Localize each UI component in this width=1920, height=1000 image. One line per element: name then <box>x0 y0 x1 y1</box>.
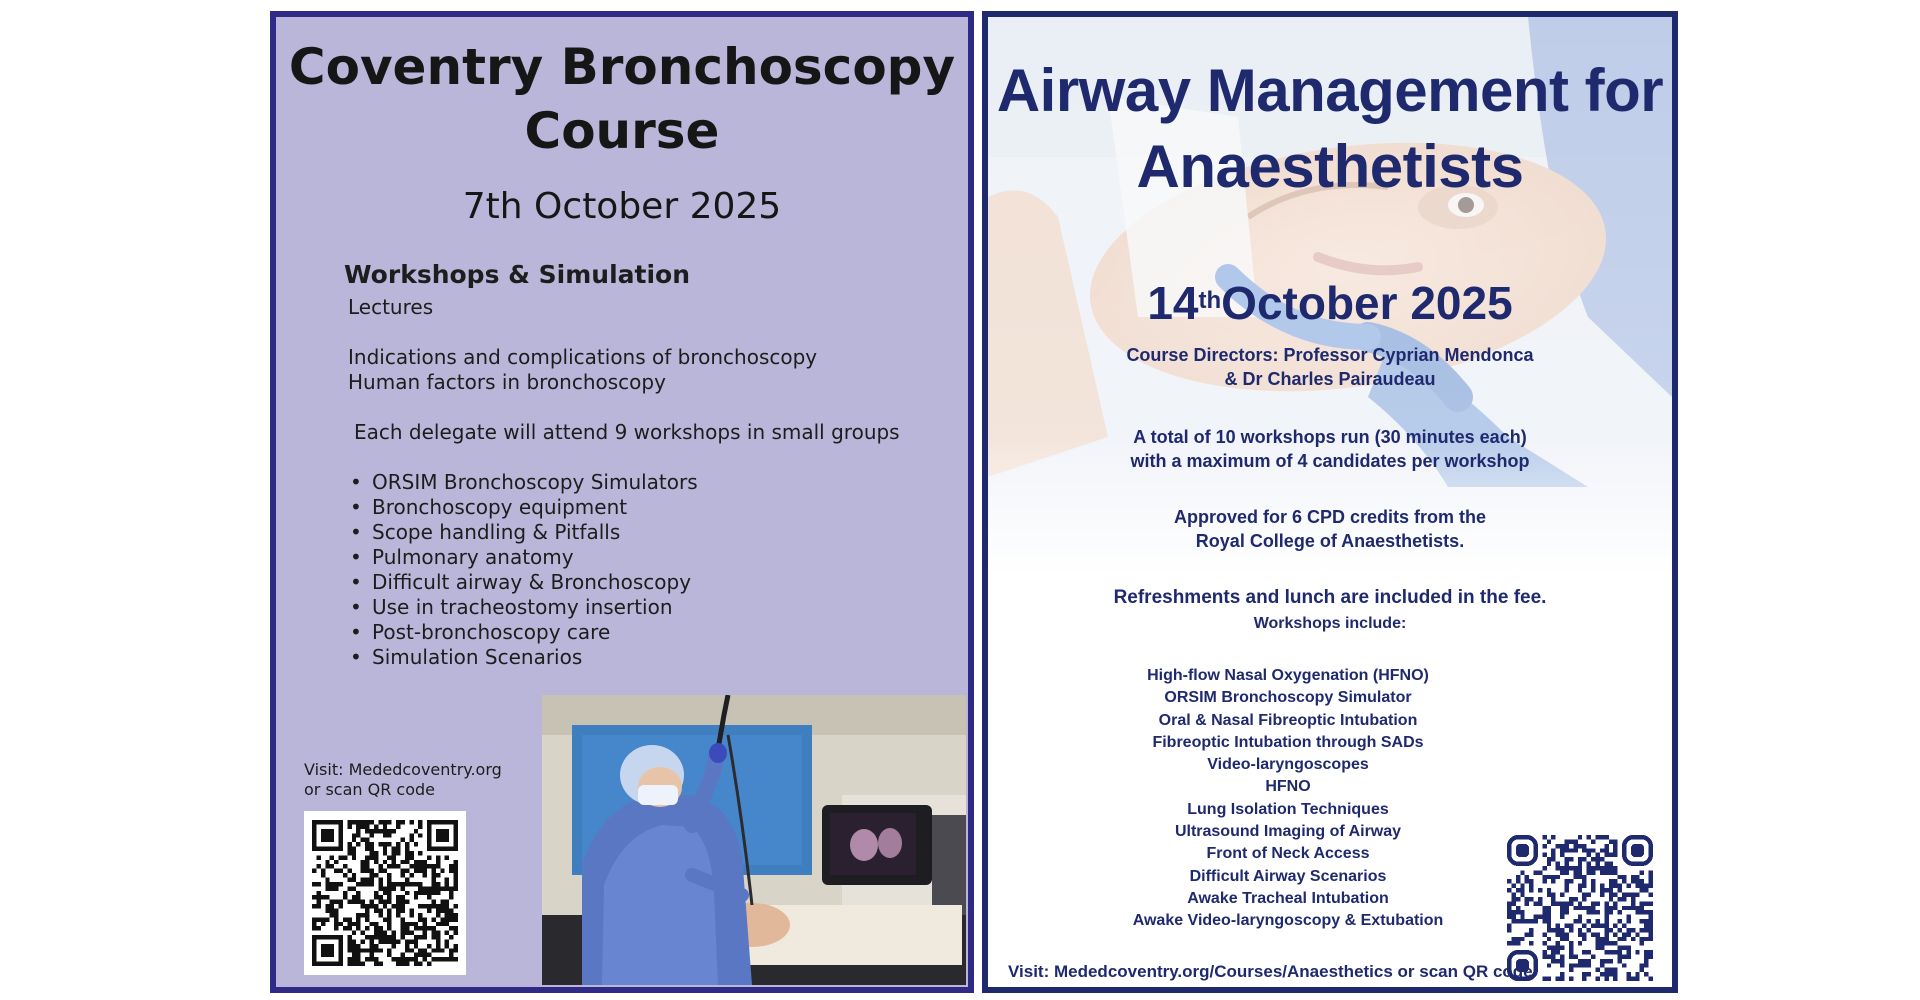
bronchoscopy-simulation-photo <box>542 695 966 985</box>
bronchoscopy-title-line2: Course <box>524 102 720 160</box>
visit-qr-hint: or scan QR code <box>304 780 435 799</box>
workshop-bullet-list <box>348 470 948 670</box>
workshops-include-heading: Workshops include: <box>1253 615 1407 632</box>
workshop-list-item: Ultrasound Imaging of Airway <box>1174 823 1402 841</box>
workshops-intro: Each delegate will attend 9 workshops in small groups <box>354 420 900 444</box>
airway-visit-info: Visit: Mededcoventry.org/Courses/Anaesthetics or scan QR code <box>1008 962 1533 981</box>
bronchoscopy-visit-info <box>304 760 502 800</box>
workshop-summary-line2: with a maximum of 4 candidates per workshop <box>1130 451 1530 471</box>
workshop-list-item: ORSIM Bronchoscopy Simulator <box>1164 689 1412 707</box>
cpd-approval <box>988 505 1672 553</box>
bronchoscopy-poster-title <box>276 35 968 163</box>
workshop-list-item: Lung Isolation Techniques <box>1187 800 1389 818</box>
bronchoscopy-course-poster <box>270 11 974 993</box>
bronchoscopy-qr-code <box>304 811 466 975</box>
workshop-list-item: Difficult Airway Scenarios <box>1189 867 1387 885</box>
workshop-bullet-item: • Scope handling & Pitfalls <box>350 520 948 545</box>
date-day: 14 <box>1147 277 1199 329</box>
cpd-line2: Royal College of Anaesthetists. <box>1195 531 1465 551</box>
workshop-list-item: Video-laryngoscopes <box>1207 756 1369 774</box>
workshop-bullet-item: • Use in tracheostomy insertion <box>350 595 948 620</box>
workshop-bullet-item: • Simulation Scenarios <box>350 645 948 670</box>
workshop-bullet-item: • Bronchoscopy equipment <box>350 495 948 520</box>
airway-title-line1: Airway Management for <box>996 57 1664 124</box>
course-directors <box>988 343 1672 391</box>
workshop-bullet-item: • Post-bronchoscopy care <box>350 620 948 645</box>
workshop-list-item: Fibreoptic Intubation through SADs <box>1152 733 1424 751</box>
workshop-list-item: HFNO <box>1265 778 1311 796</box>
lecture-topic: Indications and complications of bronchoscopy <box>348 345 818 369</box>
qr-code-icon <box>312 819 458 967</box>
workshop-list-item: Front of Neck Access <box>1206 845 1370 863</box>
lectures-label: Lectures <box>348 295 434 319</box>
cpd-line1: Approved for 6 CPD credits from the <box>1173 507 1487 527</box>
bronchoscopy-course-date: 7th October 2025 <box>462 186 782 227</box>
qr-code-icon <box>1504 835 1656 981</box>
lecture-topic: Human factors in bronchoscopy <box>348 370 666 394</box>
workshop-list-item: High-flow Nasal Oxygenation (HFNO) <box>1147 667 1429 684</box>
bronchoscopy-title-line1: Coventry Bronchoscopy <box>288 38 956 96</box>
directors-line1: Course Directors: Professor Cyprian Mendonca <box>1126 345 1534 365</box>
directors-line2: & Dr Charles Pairaudeau <box>1224 369 1436 389</box>
date-suffix: th <box>1198 287 1222 314</box>
workshop-bullet-item: • Difficult airway & Bronchoscopy <box>350 570 948 595</box>
airway-management-poster <box>982 11 1678 993</box>
date-rest: October 2025 <box>1221 277 1513 329</box>
airway-title-line2: Anaesthetists <box>1136 133 1524 200</box>
airway-workshop-list <box>1008 665 1568 933</box>
workshop-summary <box>988 425 1672 473</box>
workshops-simulation-heading: Workshops & Simulation <box>344 260 691 289</box>
airway-course-date <box>988 275 1672 331</box>
workshop-bullet-item: • ORSIM Bronchoscopy Simulators <box>350 470 948 495</box>
workshop-list-item: Oral & Nasal Fibreoptic Intubation <box>1158 711 1418 729</box>
simulation-photo-icon <box>542 695 966 985</box>
visit-url: Visit: Mededcoventry.org <box>304 760 502 779</box>
workshop-bullet-item: • Pulmonary anatomy <box>350 545 948 570</box>
workshop-summary-line1: A total of 10 workshops run (30 minutes each) <box>1133 427 1527 447</box>
bronchoscopy-course-details <box>344 259 948 670</box>
refreshments-note: Refreshments and lunch are included in the fee. <box>1113 587 1547 608</box>
workshop-list-item: Awake Tracheal Intubation <box>1187 889 1389 907</box>
airway-poster-title <box>988 53 1672 205</box>
workshop-list-item: Awake Video-laryngoscopy & Extubation <box>1132 912 1444 930</box>
